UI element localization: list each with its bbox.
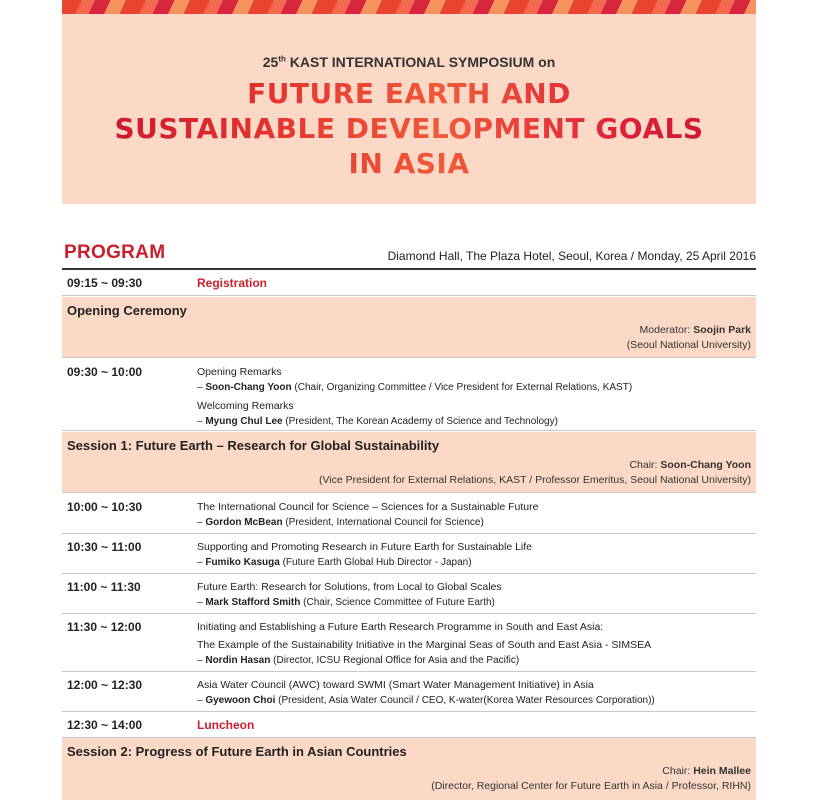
- schedule-row-talk: [62, 672, 756, 712]
- schedule-row-talk: [62, 614, 756, 672]
- time-slot: 12:00 ~ 12:30: [67, 678, 143, 692]
- talk-title: The International Council for Science – Sciences for a Sustainable Future: [197, 501, 539, 513]
- schedule-row-remarks: [62, 359, 756, 431]
- time-slot: 12:30 ~ 14:00: [67, 718, 143, 732]
- talk-speaker: – Fumiko Kasuga (Future Earth Global Hub Director - Japan): [197, 557, 472, 568]
- schedule-row-registration: [62, 270, 756, 296]
- luncheon-label: Luncheon: [197, 718, 255, 732]
- opening-ceremony-band: [62, 297, 756, 358]
- moderator-affiliation: (Seoul National University): [626, 339, 751, 351]
- header-banner-strip: [62, 0, 756, 14]
- session-1-band: [62, 432, 756, 493]
- session-2-title: Session 2: Progress of Future Earth in Asian Countries: [67, 744, 407, 759]
- talk-content: [197, 678, 752, 708]
- header-box: [62, 14, 756, 204]
- talk-speaker: – Mark Stafford Smith (Chair, Science Committee of Future Earth): [197, 597, 495, 608]
- session-1-chair-affiliation: (Vice President for External Relations, KAST / Professor Emeritus, Seoul National University): [318, 474, 751, 486]
- program-heading: PROGRAM: [64, 242, 166, 263]
- event-title-line-2: SUSTAINABLE DEVELOPMENT GOALS: [62, 113, 756, 145]
- talk-title: Initiating and Establishing a Future Earth Research Programme in South and East Asia:: [197, 621, 604, 633]
- talk-content: [197, 540, 752, 570]
- schedule-row-luncheon: [62, 712, 756, 738]
- talk-speaker: – Nordin Hasan (Director, ICSU Regional Office for Asia and the Pacific): [197, 655, 520, 666]
- talk-content: [197, 500, 752, 530]
- moderator-line: Moderator: Soojin Park: [639, 324, 751, 336]
- remarks-content: [197, 365, 752, 429]
- time-slot: 09:30 ~ 10:00: [67, 365, 143, 379]
- opening-ceremony-title: Opening Ceremony: [67, 303, 187, 318]
- talk-title: Asia Water Council (AWC) toward SWMI (Smart Water Management Initiative) in Asia: [197, 679, 594, 691]
- session-1-title: Session 1: Future Earth – Research for Global Sustainability: [67, 438, 440, 453]
- time-slot: 10:30 ~ 11:00: [67, 540, 142, 554]
- opening-remarks-speaker: – Soon-Chang Yoon (Chair, Organizing Committee / Vice President for External Relations, KAST): [197, 382, 633, 393]
- session-2-band: [62, 738, 756, 800]
- session-1-chair: Chair: Soon-Chang Yoon: [629, 459, 751, 471]
- event-title-line-1: FUTURE EARTH AND: [62, 78, 756, 110]
- time-slot: 10:00 ~ 10:30: [67, 500, 143, 514]
- schedule-row-talk: [62, 534, 756, 574]
- time-slot: 11:30 ~ 12:00: [67, 620, 142, 634]
- talk-title: Supporting and Promoting Research in Future Earth for Sustainable Life: [197, 541, 533, 553]
- venue-date: Diamond Hall, The Plaza Hotel, Seoul, Korea / Monday, 25 April 2016: [387, 249, 756, 263]
- event-title-line-3: IN ASIA: [62, 148, 756, 180]
- talk-content: [197, 580, 752, 610]
- talk-speaker: – Gyewoon Choi (President, Asia Water Council / CEO, K-water(Korea Water Resources Corporation)): [197, 695, 655, 706]
- session-2-chair: Chair: Hein Mallee: [662, 765, 751, 777]
- registration-label: Registration: [197, 276, 268, 290]
- welcoming-remarks-speaker: – Myung Chul Lee (President, The Korean Academy of Science and Technology): [197, 416, 558, 427]
- session-2-chair-affiliation: (Director, Regional Center for Future Earth in Asia / Professor, RIHN): [431, 780, 751, 792]
- symposium-subtitle: 25th KAST INTERNATIONAL SYMPOSIUM on: [262, 54, 556, 70]
- welcoming-remarks-title: Welcoming Remarks: [197, 400, 294, 412]
- talk-title-continued: The Example of the Sustainability Initiative in the Marginal Seas of South and East Asia - SIMSEA: [197, 639, 652, 651]
- talk-content: [197, 620, 752, 668]
- time-slot: 11:00 ~ 11:30: [67, 580, 141, 594]
- opening-remarks-title: Opening Remarks: [197, 366, 282, 378]
- talk-speaker: – Gordon McBean (President, International Council for Science): [197, 517, 484, 528]
- time-slot: 09:15 ~ 09:30: [67, 276, 143, 290]
- schedule-row-talk: [62, 574, 756, 614]
- schedule-row-talk: [62, 494, 756, 534]
- talk-title: Future Earth: Research for Solutions, from Local to Global Scales: [197, 581, 502, 593]
